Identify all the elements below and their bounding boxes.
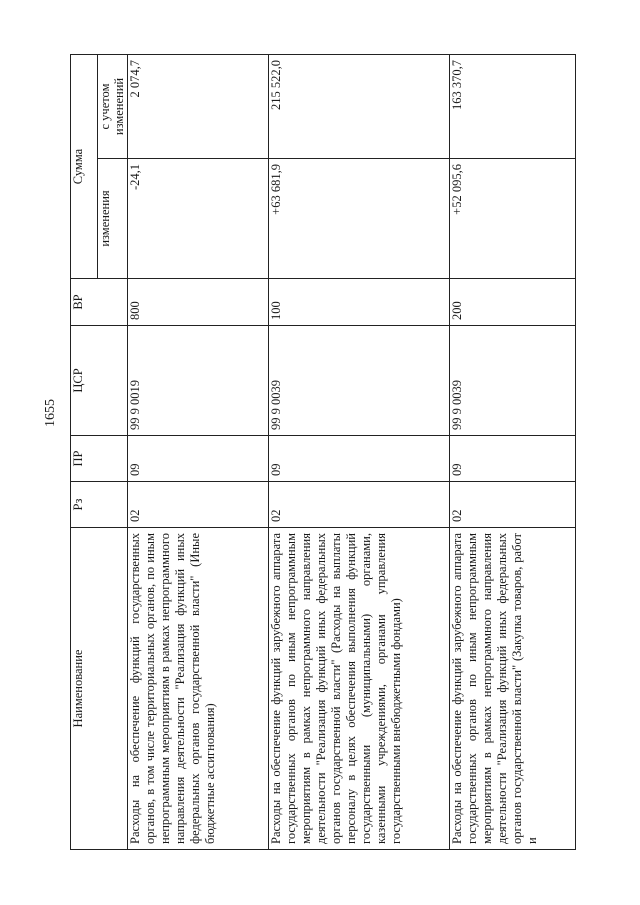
row-pr: 09 xyxy=(128,436,269,482)
rotated-page-content xyxy=(70,55,585,850)
header-change: изменения xyxy=(98,159,128,279)
row-change: -24,1 xyxy=(128,159,269,279)
row-name: Расходы на обеспечение функций государственных органов, в том числе территориальных органов, по иным непрограммным мероприятиям в рамках непрограммного направления деятельности "Реализация функций иных федеральных органов государственной власти" (Иные бюджетные ассигнования) xyxy=(128,528,269,850)
row-vr: 200 xyxy=(450,279,576,326)
table-row xyxy=(128,55,269,850)
header-vr: ВР xyxy=(71,279,128,326)
header-pr: ПР xyxy=(71,436,128,482)
row-with-change: 2 074,7 xyxy=(128,55,269,159)
row-name: Расходы на обеспечение функций зарубежного аппарата государственных органов по иным непрограммным мероприятиям в рамках непрограммного направления деятельности "Реализация функций иных федеральных органов государственной власти" (Расходы на выплаты персоналу в целях обеспечения выполнения функций государственными (муниципальными) органами, казенными учреждениями, органами управления государственными внебюджетными фондами) xyxy=(269,528,450,850)
row-vr: 100 xyxy=(269,279,450,326)
header-name: Наименование xyxy=(71,528,128,850)
row-csr: 99 9 0039 xyxy=(450,326,576,436)
budget-table xyxy=(70,54,576,850)
header-rz: Рз xyxy=(71,482,128,528)
table-row xyxy=(269,55,450,850)
row-with-change: 215 522,0 xyxy=(269,55,450,159)
row-csr: 99 9 0039 xyxy=(269,326,450,436)
row-pr: 09 xyxy=(269,436,450,482)
header-sum: Сумма xyxy=(71,55,98,279)
row-rz: 02 xyxy=(269,482,450,528)
header-with-change: с учетом изменений xyxy=(98,55,128,159)
row-name: Расходы на обеспечение функций зарубежного аппарата государственных органов по иным непрограммным мероприятиям в рамках непрограммного направления деятельности "Реализация функций иных федеральных органов государственной власти" (Закупка товаров, работ и xyxy=(450,528,576,850)
row-change: +63 681,9 xyxy=(269,159,450,279)
page-number: 1655 xyxy=(43,399,58,427)
row-vr: 800 xyxy=(128,279,269,326)
row-csr: 99 9 0019 xyxy=(128,326,269,436)
row-rz: 02 xyxy=(128,482,269,528)
row-rz: 02 xyxy=(450,482,576,528)
row-change: +52 095,6 xyxy=(450,159,576,279)
header-csr: ЦСР xyxy=(71,326,128,436)
row-pr: 09 xyxy=(450,436,576,482)
table-row xyxy=(450,55,576,850)
row-with-change: 163 370,7 xyxy=(450,55,576,159)
